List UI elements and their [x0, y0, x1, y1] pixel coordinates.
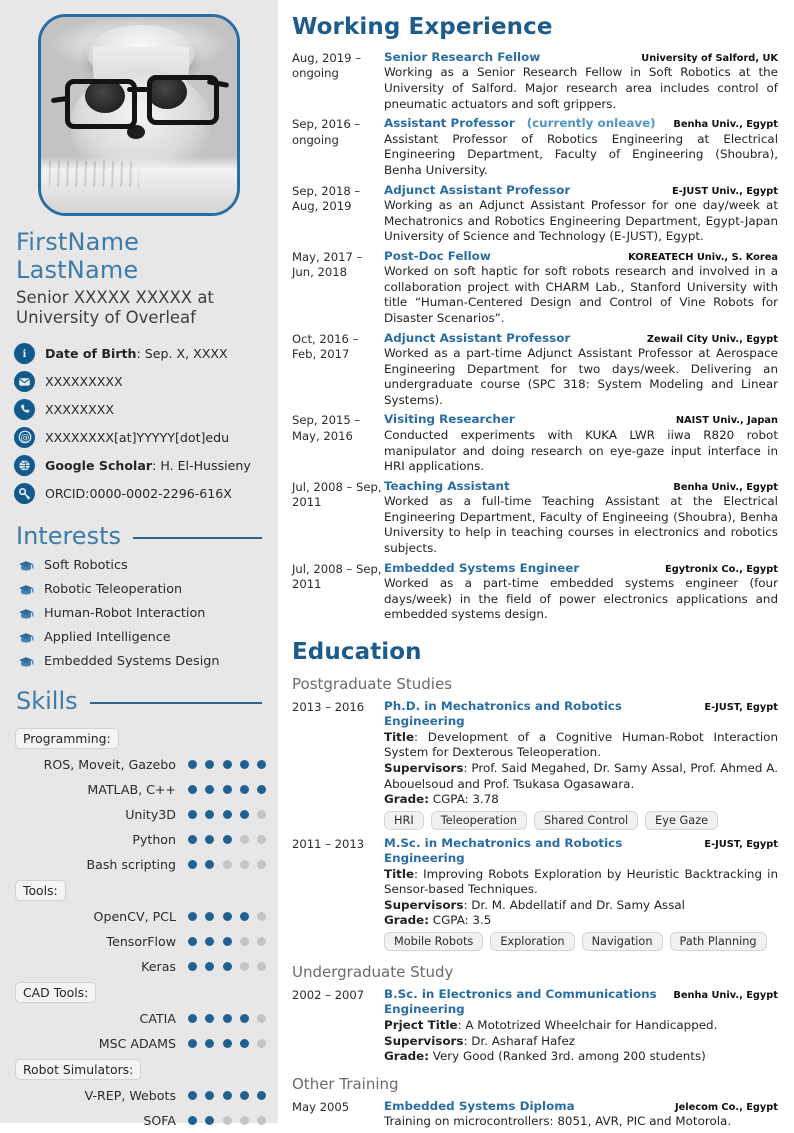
skill-row: [12, 954, 266, 979]
entry-body: [384, 699, 778, 832]
skills-rule: [90, 702, 262, 704]
skill-dot-filled: [205, 860, 214, 869]
contact-value: XXXXXXXX[at]YYYYY[dot]edu: [45, 429, 230, 445]
experience-entry: [292, 331, 778, 409]
entry-date: 2011 – 2013: [292, 836, 365, 851]
entry-organization: KOREATECH Univ., S. Korea: [628, 251, 778, 263]
skill-row: [12, 929, 266, 954]
skill-dot-filled: [223, 1039, 232, 1048]
skill-level-dots: [188, 1039, 266, 1048]
skill-dot-filled: [257, 1091, 266, 1100]
entry-date: Jul, 2008 – Sep, 2011: [292, 479, 382, 509]
skill-dot-empty: [257, 1014, 266, 1023]
skill-dot-empty: [257, 962, 266, 971]
entry-description: Working as a Senior Research Fellow in Soft Robotics at the University of Salford. Major research area includes control of pneumatic actuators and soft grippers.: [384, 65, 778, 111]
entry-organization: Benha Univ., Egypt: [673, 990, 778, 1001]
entry-organization: University of Salford, UK: [641, 53, 778, 64]
entry-role: Ph.D. in Mechatronics and Robotics Engineering: [384, 698, 622, 729]
profile-photo: [38, 14, 240, 216]
eyeglasses-icon: [51, 75, 227, 125]
skill-dot-empty: [257, 1116, 266, 1125]
skill-dot-filled: [188, 912, 197, 921]
skill-category-label: CAD Tools:: [15, 982, 96, 1003]
entry-description: Working as an Adjunct Assistant Professor for one day/week at Mechatronics and Robotics Engineering Department, Egypt-Japan University of Science and Technology (E-JUST), Egypt.: [384, 197, 778, 244]
entry-body: [384, 183, 778, 245]
entry-date: Sep, 2018 – Aug, 2019: [292, 183, 361, 213]
tag-chip[interactable]: Exploration: [490, 932, 574, 951]
tag-chip[interactable]: Shared Control: [534, 811, 638, 830]
skill-row: [12, 802, 266, 827]
graduation-cap-icon: [18, 656, 34, 668]
contact-row[interactable]: [14, 426, 268, 448]
working-experience-title: Working Experience: [292, 14, 553, 40]
postgraduate-entry: [292, 836, 778, 953]
skill-level-dots: [188, 962, 266, 971]
entry-date: Aug, 2019 – ongoing: [292, 51, 361, 81]
skill-dot-empty: [240, 835, 249, 844]
contact-value: XXXXXXXXX: [45, 373, 123, 389]
entry-date: 2013 – 2016: [292, 699, 365, 714]
contact-list: [0, 328, 278, 504]
entry-body: [384, 331, 778, 409]
person-subtitle: Senior XXXXX XXXXX at University of Overleaf: [16, 288, 214, 328]
entry-body: [384, 987, 778, 1065]
lens-left: [65, 79, 137, 129]
interests-rule: [133, 537, 262, 539]
graduation-cap-icon: [18, 632, 34, 644]
skill-level-dots: [188, 835, 266, 844]
skill-dot-filled: [205, 785, 214, 794]
skill-name: Keras: [141, 959, 176, 975]
other-training-label: Other Training: [292, 1074, 399, 1093]
skill-dot-filled: [223, 785, 232, 794]
entry-role: Adjunct Assistant Professor: [384, 182, 571, 197]
skill-dot-empty: [257, 912, 266, 921]
entry-header: [384, 836, 778, 867]
skills-title: Skills: [16, 687, 78, 716]
skill-row: [12, 1006, 266, 1031]
skill-dot-empty: [257, 835, 266, 844]
skill-dot-empty: [257, 860, 266, 869]
entry-supervisors-label: Supervisors: [384, 760, 464, 775]
skill-dot-filled: [188, 860, 197, 869]
entry-date: May, 2017 – Jun, 2018: [292, 249, 363, 280]
skill-dot-filled: [205, 912, 214, 921]
entry-title-label: Prject Title: [384, 1017, 458, 1032]
entry-role: Embedded Systems Engineer: [384, 560, 580, 575]
skill-dot-empty: [240, 962, 249, 971]
entry-date: Sep, 2015 – May, 2016: [292, 413, 361, 443]
skill-row: [12, 852, 266, 877]
experience-entry: [292, 183, 778, 245]
skill-dot-filled: [188, 1014, 197, 1023]
entry-description: Worked as a full-time Teaching Assistant at the Electrical Engineering Department, Faculty of Engineeing (Shoubra), Benha University to help in teaching courses in electronics and robotics subjects.: [384, 494, 778, 555]
skill-name: ROS, Moveit, Gazebo: [43, 757, 176, 773]
entry-header: [384, 412, 778, 427]
contact-value: ORCID:0000-0002-2296-616X: [45, 485, 232, 501]
sidebar: [0, 0, 278, 1129]
entry-grade: Grade: CGPA: 3.78: [384, 792, 499, 807]
skill-dot-empty: [257, 937, 266, 946]
main-content: [278, 0, 794, 1129]
entry-tags: [384, 811, 778, 830]
skill-dot-filled: [223, 1014, 232, 1023]
entry-title: Title: Improving Robots Exploration by Heuristic Backtracking in Sensor-based Techniques.: [384, 866, 778, 897]
skill-dot-filled: [223, 937, 232, 946]
skill-name: Python: [132, 832, 176, 848]
skill-dot-empty: [223, 860, 232, 869]
photo-container: [0, 0, 278, 216]
skill-category-label: Tools:: [15, 880, 66, 901]
entry-grade: Grade: Very Good (Ranked 3rd. among 200 students): [384, 1049, 706, 1064]
entry-organization: Jelecom Co., Egypt: [674, 1101, 778, 1113]
contact-value: XXXXXXXX: [45, 401, 115, 417]
skill-dot-filled: [188, 962, 197, 971]
entry-body: [384, 479, 778, 557]
skill-dot-filled: [205, 1014, 214, 1023]
skill-row: [12, 827, 266, 852]
skill-dot-filled: [205, 937, 214, 946]
entry-title-label: Title: [384, 729, 415, 744]
entry-organization: Benha Univ., Egypt: [673, 481, 778, 493]
entry-role: Adjunct Assistant Professor: [384, 330, 571, 345]
skills-header: [0, 687, 278, 715]
interest-label: Soft Robotics: [44, 558, 128, 574]
entry-role: Teaching Assistant: [384, 478, 510, 493]
entry-organization: Egytronix Co., Egypt: [665, 563, 778, 575]
entry-description: Worked on soft haptic for soft robots research and involved in a collaboration project with CHARM Lab., Stanford University with title “Human-Centered Design and Control of Vine Robots for Disaster Scenarios”.: [384, 264, 778, 325]
entry-body: [384, 561, 778, 623]
skill-name: V-REP, Webots: [84, 1088, 176, 1104]
entry-header: [384, 561, 778, 576]
at-sign-icon: [14, 427, 35, 448]
skill-dot-filled: [205, 810, 214, 819]
skill-name: Unity3D: [125, 807, 176, 823]
skill-row: [12, 777, 266, 802]
entry-supervisors: Supervisors: Dr. M. Abdellatif and Dr. Samy Assal: [384, 897, 685, 912]
entry-role: Assistant Professor (currently onleave): [384, 116, 656, 131]
undergraduate-entry: [292, 987, 778, 1065]
skill-dot-filled: [188, 1116, 197, 1125]
entry-grade-label: Grade:: [384, 792, 429, 807]
entry-description: Worked as a part-time Adjunct Assistant Professor at Aerospace Engineering Department for two days/week. Delivering an undergraduate course (SPC 318: System Modeling and Linear Systems).: [384, 346, 778, 407]
entry-header: [384, 249, 778, 264]
entry-body: [384, 249, 778, 327]
experience-entry: [292, 50, 778, 112]
entry-title-label: Title: [384, 866, 415, 881]
skill-row: [12, 1108, 266, 1133]
postgraduate-list: [292, 699, 778, 953]
interest-item: [18, 630, 262, 645]
skill-dot-filled: [257, 785, 266, 794]
entry-header: [384, 116, 778, 131]
contact-row[interactable]: [14, 370, 268, 392]
interest-label: Robotic Teleoperation: [44, 582, 183, 598]
entry-organization: E-JUST Univ., Egypt: [671, 185, 778, 197]
skill-dot-filled: [240, 1014, 249, 1023]
entry-grade-label: Grade:: [384, 913, 429, 928]
interests-list: [0, 550, 278, 669]
skill-dot-filled: [240, 1091, 249, 1100]
skill-dot-filled: [240, 760, 249, 769]
skill-dot-filled: [205, 835, 214, 844]
orcid-key-icon: [14, 483, 35, 504]
svg-text:i: i: [22, 348, 27, 360]
undergraduate-list: [292, 987, 778, 1065]
skill-dot-filled: [257, 760, 266, 769]
entry-tags: [384, 932, 778, 951]
skill-dot-filled: [223, 760, 232, 769]
entry-supervisors: Supervisors: Dr. Asharaf Hafez: [384, 1033, 576, 1048]
skill-dot-filled: [188, 810, 197, 819]
skill-level-dots: [188, 1116, 266, 1125]
entry-organization: E-JUST, Egypt: [704, 701, 778, 713]
postgraduate-label: Postgraduate Studies: [292, 674, 453, 693]
skill-dot-filled: [205, 760, 214, 769]
skill-dot-filled: [188, 1091, 197, 1100]
skill-level-dots: [188, 860, 266, 869]
entry-date: 2002 – 2007: [292, 988, 365, 1002]
entry-title: Prject Title: A Mototrized Wheelchair for Handicapped.: [384, 1017, 718, 1032]
entry-role: Visiting Researcher: [384, 412, 515, 427]
entry-description: Assistant Professor of Robotics Engineering at Electrical Engineering Department, Faculty of Engineering (Shoubra), Benha University.: [384, 131, 778, 177]
skill-dot-empty: [240, 1116, 249, 1125]
skill-dot-filled: [205, 1039, 214, 1048]
tag-chip[interactable]: Eye Gaze: [645, 811, 718, 830]
skill-dot-empty: [240, 860, 249, 869]
skill-dot-filled: [240, 810, 249, 819]
skill-dot-empty: [223, 1116, 232, 1125]
interest-item: [18, 582, 262, 597]
other-training-list: [292, 1099, 778, 1130]
entry-header: [384, 1099, 778, 1114]
svg-text:@: @: [19, 432, 30, 444]
skill-dot-filled: [205, 1116, 214, 1125]
skill-dot-filled: [188, 1039, 197, 1048]
entry-header: [384, 331, 778, 346]
skill-dot-empty: [240, 937, 249, 946]
entry-role: Senior Research Fellow: [384, 50, 541, 64]
phone-icon: [14, 399, 35, 420]
entry-organization: Zewail City Univ., Egypt: [646, 333, 778, 345]
contact-row[interactable]: [14, 398, 268, 420]
skill-row: [12, 904, 266, 929]
skill-name: SOFA: [143, 1113, 176, 1129]
entry-supervisors-label: Supervisors: [384, 1033, 464, 1048]
skill-level-dots: [188, 810, 266, 819]
google-scholar-icon: [14, 455, 35, 476]
entry-body: [384, 50, 778, 112]
entry-organization: NAIST Univ., Japan: [675, 415, 778, 427]
entry-header: [384, 50, 778, 65]
skill-name: Bash scripting: [86, 857, 176, 873]
interest-item: [18, 606, 262, 621]
skill-dot-filled: [188, 835, 197, 844]
entry-grade: Grade: CGPA: 3.5: [384, 913, 492, 928]
entry-description: Conducted experiments with KUKA LWR iiwa R820 robot manipulator and doing research on eye-gaze input interface in HRI applications.: [384, 427, 778, 474]
graduation-cap-icon: [18, 584, 34, 596]
entry-body: [384, 1099, 778, 1130]
skill-name: TensorFlow: [106, 934, 176, 950]
experience-entry: [292, 412, 778, 474]
skill-name: MSC ADAMS: [98, 1036, 176, 1052]
skill-category-label: Programming:: [15, 728, 119, 749]
entry-body: [384, 412, 778, 474]
entry-role: B.Sc. in Electronics and Communications Engineering: [384, 987, 657, 1017]
postgraduate-entry: [292, 699, 778, 832]
entry-date: Sep, 2016 – ongoing: [292, 117, 361, 147]
skill-name: CATIA: [139, 1011, 176, 1027]
other-training-entry: [292, 1099, 778, 1130]
entry-header: [384, 987, 778, 1018]
entry-body: [384, 836, 778, 953]
entry-role-note: (currently onleave): [526, 116, 656, 131]
skill-level-dots: [188, 1014, 266, 1023]
contact-row[interactable]: [14, 454, 268, 476]
experience-entry: [292, 479, 778, 557]
entry-title: Title: Development of a Cognitive Human-Robot Interaction System for Dexterous Teleoperation.: [384, 729, 778, 760]
interest-label: Applied Intelligence: [44, 630, 171, 646]
experience-entry: [292, 561, 778, 623]
interests-header: [0, 522, 278, 550]
skill-level-dots: [188, 1091, 266, 1100]
skills-list: [0, 715, 278, 1133]
experience-entry: [292, 116, 778, 178]
glasses-bridge: [127, 87, 149, 92]
skill-dot-empty: [257, 1039, 266, 1048]
entry-body: [384, 116, 778, 178]
entry-date: Oct, 2016 – Feb, 2017: [292, 331, 359, 361]
skill-dot-filled: [223, 810, 232, 819]
contact-label: Date of Birth: [45, 345, 137, 361]
tag-chip[interactable]: Navigation: [582, 932, 663, 951]
entry-description: Training on microcontrollers: 8051, AVR, PIC and Motorola.: [384, 1114, 732, 1129]
skill-name: MATLAB, C++: [87, 782, 176, 798]
skill-dot-filled: [240, 912, 249, 921]
contact-label: Google Scholar: [45, 457, 153, 473]
skill-dot-filled: [188, 760, 197, 769]
skill-dot-filled: [205, 962, 214, 971]
entry-supervisors: Supervisors: Prof. Said Megahed, Dr. Samy Assal, Prof. Ahmed A. Abouelsoud and Prof. Tsukasa Ogasawara.: [384, 760, 778, 791]
skill-level-dots: [188, 937, 266, 946]
skill-row: [12, 1031, 266, 1056]
skill-dot-filled: [223, 1091, 232, 1100]
entry-header: [384, 183, 778, 198]
experience-entry: [292, 249, 778, 327]
entry-grade-label: Grade:: [384, 1049, 429, 1064]
skill-dot-empty: [257, 810, 266, 819]
tag-chip[interactable]: Mobile Robots: [384, 932, 483, 951]
person-name: FirstName LastName: [16, 228, 140, 284]
graduation-cap-icon: [18, 560, 34, 572]
skill-dot-filled: [240, 785, 249, 794]
entry-description: Worked as a part-time embedded systems engineer (four days/week) in the field of power electronics applications and embedded systems design.: [384, 576, 778, 622]
entry-role: M.Sc. in Mechatronics and Robotics Engineering: [384, 835, 623, 866]
skill-dot-filled: [188, 785, 197, 794]
skill-level-dots: [188, 785, 266, 794]
entry-date: Jul, 2008 – Sep, 2011: [292, 561, 382, 591]
entry-organization: E-JUST, Egypt: [704, 838, 778, 850]
entry-organization: Benha Univ., Egypt: [673, 119, 778, 131]
education-title: Education: [292, 638, 422, 665]
skill-name: OpenCV, PCL: [93, 909, 176, 925]
entry-header: [384, 479, 778, 494]
photo-book-text: [49, 161, 139, 187]
envelope-icon: [14, 371, 35, 392]
tag-chip[interactable]: Path Planning: [670, 932, 767, 951]
entry-role: Embedded Systems Diploma: [384, 1098, 575, 1113]
undergraduate-label: Undergraduate Study: [292, 963, 454, 981]
entry-header: [384, 699, 778, 730]
experience-list: [292, 50, 778, 623]
interest-item: [18, 654, 262, 669]
interests-title: Interests: [16, 522, 121, 551]
skill-row: [12, 1083, 266, 1108]
entry-date: May 2005: [292, 1099, 350, 1114]
skill-dot-filled: [223, 912, 232, 921]
contact-row[interactable]: [14, 342, 268, 364]
skill-category-label: Robot Simulators:: [15, 1059, 141, 1080]
skill-level-dots: [188, 912, 266, 921]
skill-dot-filled: [188, 937, 197, 946]
skill-row: [12, 752, 266, 777]
contact-value: Google Scholar: H. El-Hussieny: [45, 457, 251, 473]
skill-dot-filled: [223, 835, 232, 844]
entry-role: Post-Doc Fellow: [384, 248, 491, 263]
info-icon: [14, 343, 35, 364]
skill-level-dots: [188, 760, 266, 769]
contact-value: Date of Birth: Sep. X, XXXX: [45, 345, 228, 361]
graduation-cap-icon: [18, 608, 34, 620]
skill-dot-filled: [205, 1091, 214, 1100]
skill-dot-filled: [223, 962, 232, 971]
interest-label: Embedded Systems Design: [44, 654, 220, 670]
interest-item: [18, 558, 262, 573]
skill-dot-filled: [240, 1039, 249, 1048]
tag-chip[interactable]: HRI: [384, 811, 424, 830]
interest-label: Human-Robot Interaction: [44, 606, 206, 622]
contact-row[interactable]: [14, 482, 268, 504]
tag-chip[interactable]: Teleoperation: [431, 811, 527, 830]
entry-supervisors-label: Supervisors: [384, 897, 464, 912]
